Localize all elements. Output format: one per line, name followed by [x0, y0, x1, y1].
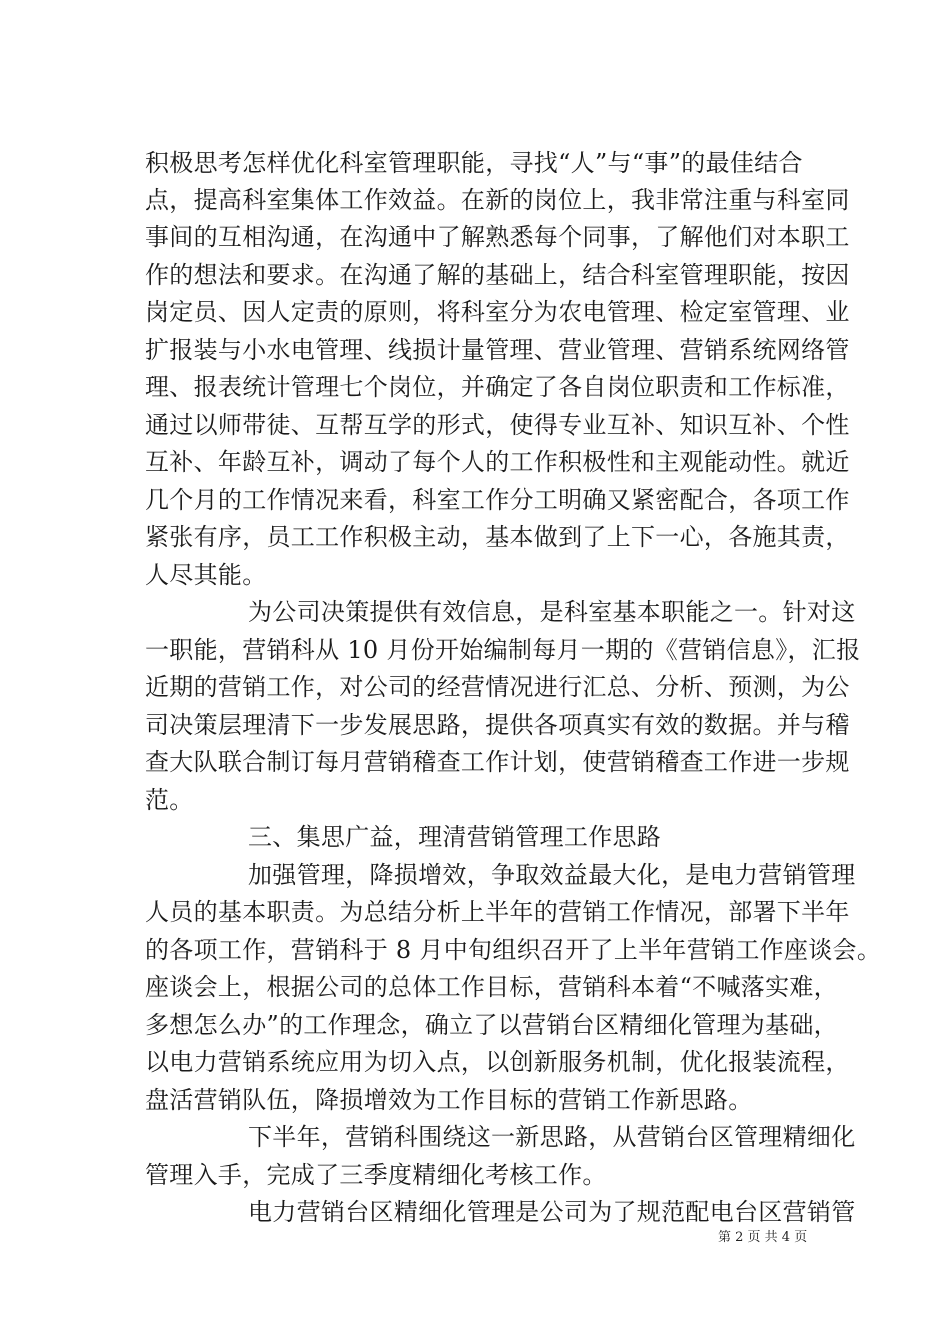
- body-text-line: 查大队联合制订每月营销稽查工作计划，使营销稽查工作进一步规: [145, 748, 850, 776]
- body-text-line: 点，提高科室集体工作效益。在新的岗位上，我非常注重与科室同: [145, 186, 850, 214]
- body-text-line: 扩报装与小水电管理、线损计量管理、营业管理、营销系统网络管: [145, 336, 850, 364]
- paragraph-start-line: 电力营销台区精细化管理是公司为了规范配电台区营销管: [248, 1198, 856, 1226]
- body-text-line: 岗定员、因人定责的原则，将科室分为农电管理、检定室管理、业: [145, 298, 850, 326]
- body-text-line: 一职能，营销科从 10 月份开始编制每月一期的《营销信息》，汇报: [145, 636, 861, 664]
- body-text-line: 盘活营销队伍，降损增效为工作目标的营销工作新思路。: [145, 1086, 753, 1114]
- body-text-line: 司决策层理清下一步发展思路，提供各项真实有效的数据。并与稽: [145, 711, 850, 739]
- body-text-line: 理、报表统计管理七个岗位，并确定了各自岗位职责和工作标准，: [145, 373, 850, 401]
- body-text-line: 人尽其能。: [145, 561, 267, 589]
- paragraph-start-line: 加强管理，降损增效，争取效益最大化，是电力营销管理: [248, 861, 856, 889]
- body-text-line: 积极思考怎样优化科室管理职能，寻找“人”与“事”的最佳结合: [145, 149, 803, 177]
- body-text-line: 通过以师带徒、互帮互学的形式，使得专业互补、知识互补、个性: [145, 411, 850, 439]
- paragraph-start-line: 下半年，营销科围绕这一新思路，从营销台区管理精细化: [248, 1123, 856, 1151]
- body-text-line: 以电力营销系统应用为切入点，以创新服务机制，优化报装流程，: [145, 1048, 850, 1076]
- body-text-line: 管理入手，完成了三季度精细化考核工作。: [145, 1161, 607, 1189]
- body-text-line: 互补、年龄互补，调动了每个人的工作积极性和主观能动性。就近: [145, 448, 850, 476]
- body-text-line: 范。: [145, 786, 194, 814]
- body-text-line: 的各项工作，营销科于 8 月中旬组织召开了上半年营销工作座谈会。: [145, 936, 882, 964]
- body-text-line: 事间的互相沟通，在沟通中了解熟悉每个同事，了解他们对本职工: [145, 223, 850, 251]
- body-text-line: 紧张有序，员工工作积极主动，基本做到了上下一心，各施其责，: [145, 523, 850, 551]
- body-text-line: 几个月的工作情况来看，科室工作分工明确又紧密配合，各项工作: [145, 486, 850, 514]
- body-text-line: 座谈会上，根据公司的总体工作目标，营销科本着“不喊落实难，: [145, 973, 838, 1001]
- body-text-line: 多想怎么办”的工作理念，确立了以营销台区精细化管理为基础，: [145, 1011, 838, 1039]
- body-text-line: 近期的营销工作，对公司的经营情况进行汇总、分析、预测，为公: [145, 673, 850, 701]
- body-text-line: 人员的基本职责。为总结分析上半年的营销工作情况，部署下半年: [145, 898, 850, 926]
- body-text-line: 作的想法和要求。在沟通了解的基础上，结合科室管理职能，按因: [145, 261, 850, 289]
- paragraph-start-line: 为公司决策提供有效信息，是科室基本职能之一。针对这: [248, 598, 856, 626]
- section-heading: 三、集思广益，理清营销管理工作思路: [248, 823, 662, 851]
- page-number-footer: 第 2 页 共 4 页: [718, 1230, 808, 1245]
